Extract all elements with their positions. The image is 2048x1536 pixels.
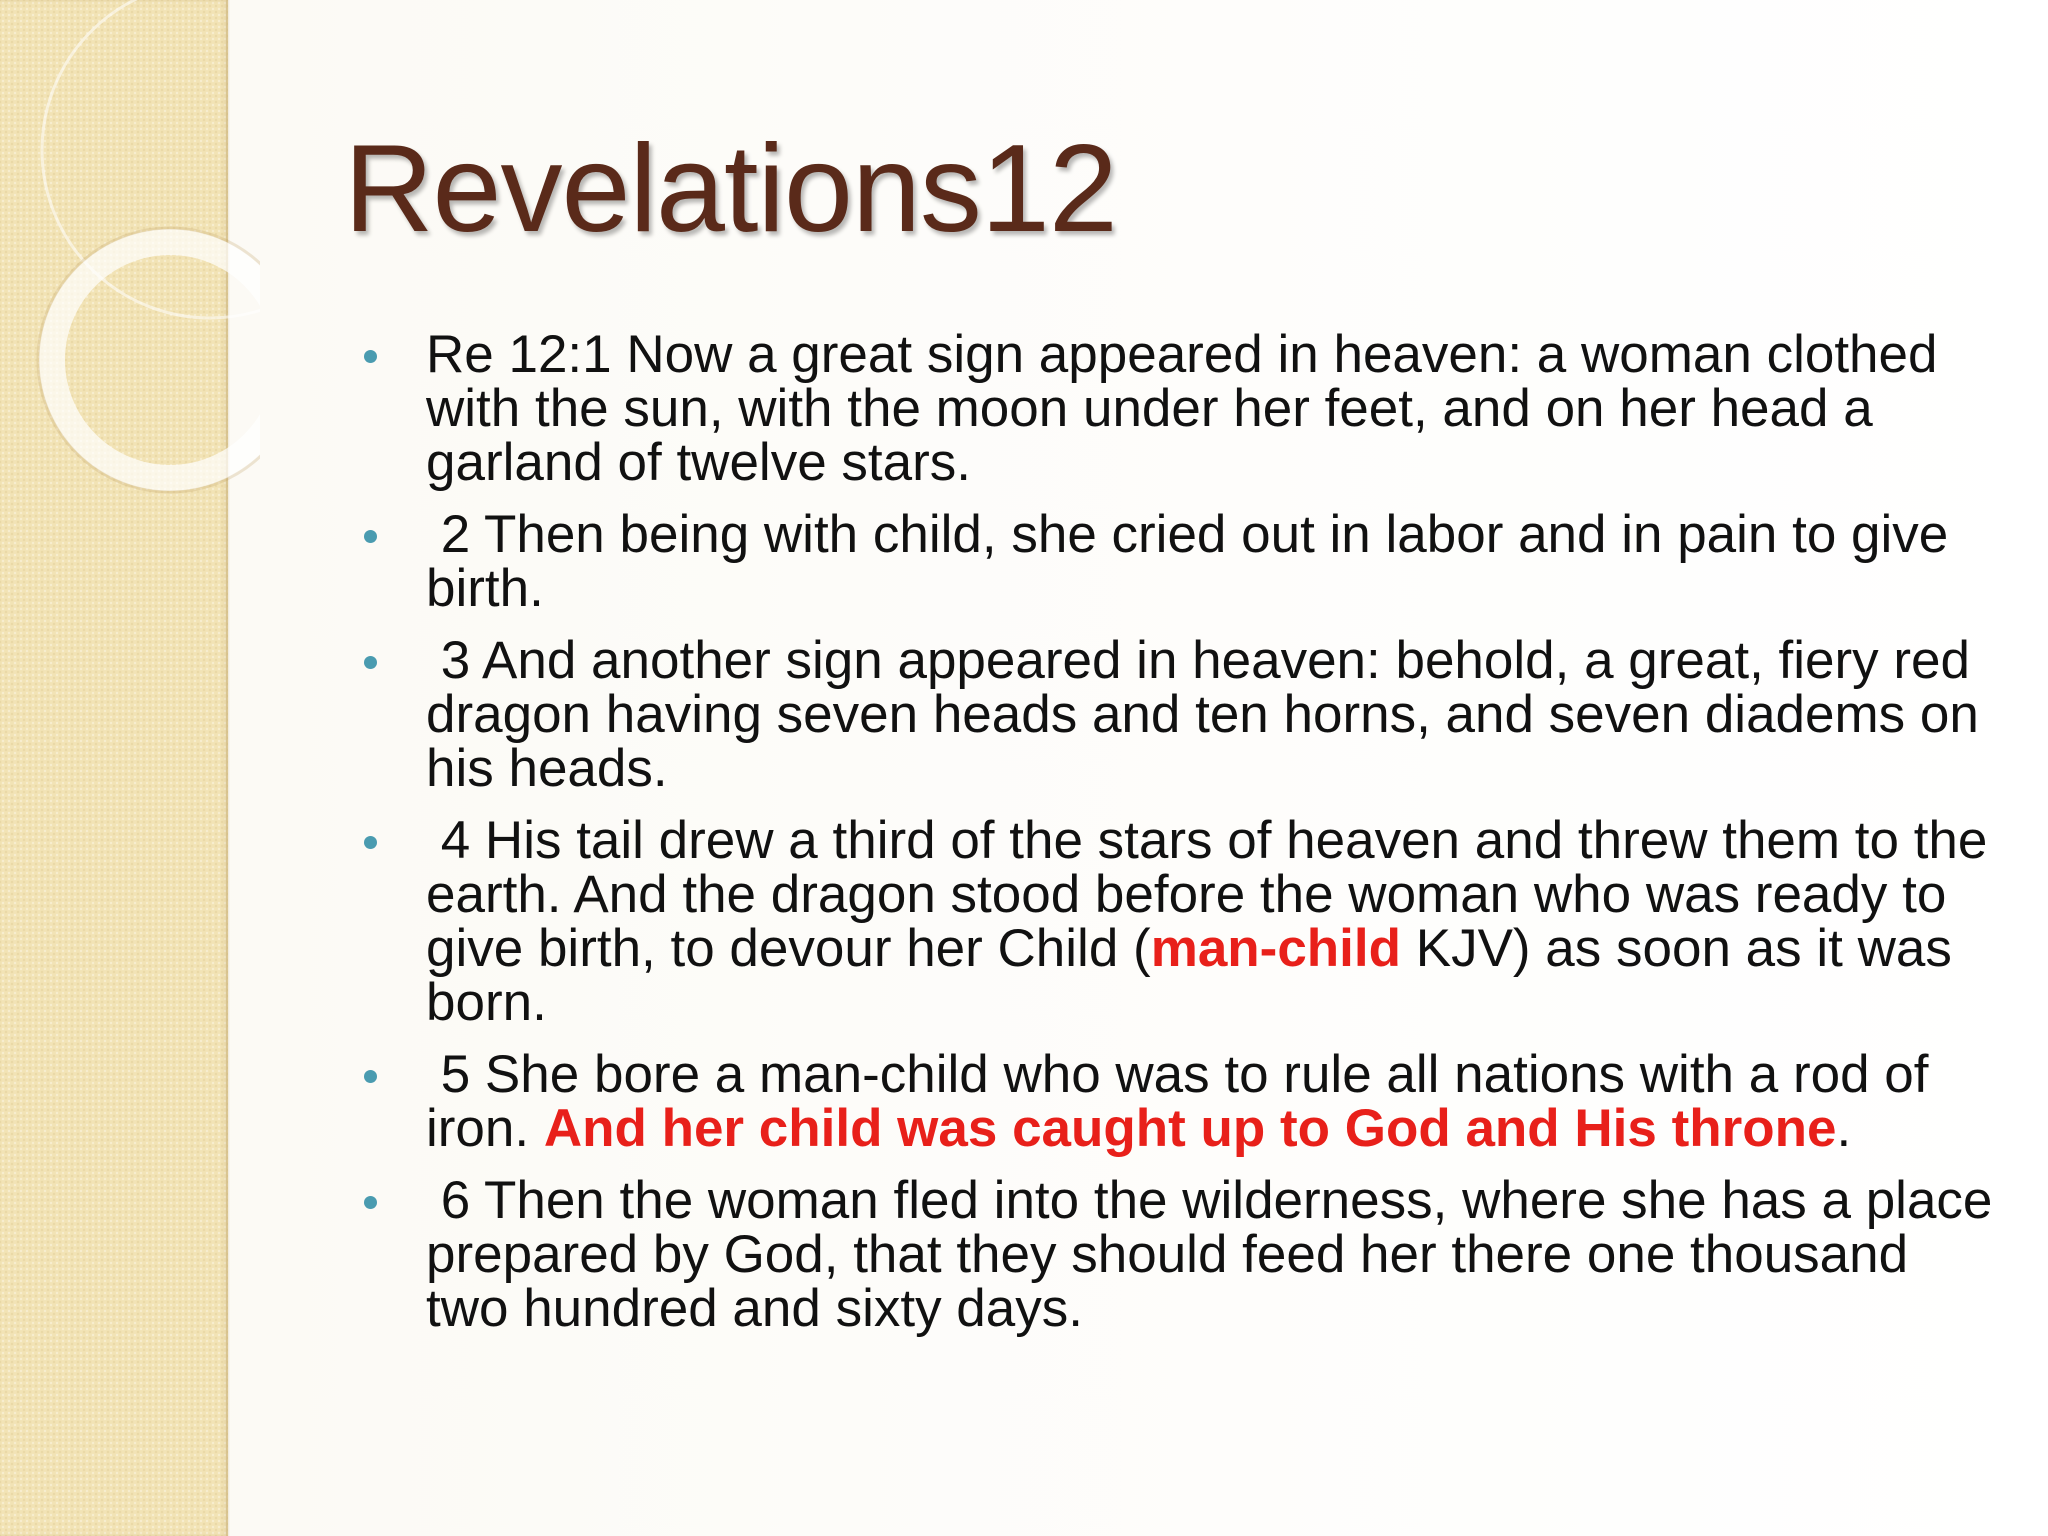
bullet-text-pre: 4 His tail drew a third of the stars of heaven and threw them to the earth. And the dragon stood before the woman who was ready to give birth, to devour her Child ( — [426, 811, 2003, 978]
bullet-item-6 — [356, 1171, 2008, 1338]
bullet-text: 6 Then the woman fled into the wilderness, where she has a place prepared by God, that they should feed her there one thousand two hundred and sixty days. — [426, 1171, 2008, 1338]
decorative-rings — [0, 0, 260, 520]
bullet-text: 2 Then being with child, she cried out in labor and in pain to give birth. — [426, 505, 1964, 618]
bullet-dot-icon — [364, 656, 377, 669]
slide-title: Revelations12 — [344, 120, 1117, 258]
bullet-item-1 — [356, 325, 1996, 492]
bullet-item-5 — [356, 1045, 1996, 1158]
bullet-highlight: man-child — [1150, 919, 1401, 978]
bullet-text-post: KJV) as soon as it was born. — [426, 919, 1967, 1032]
bullet-item-2 — [356, 505, 1996, 618]
bullet-text: Re 12:1 Now a great sign appeared in heaven: a woman clothed with the sun, with the moon under her feet, and on her head a garland of twelve stars. — [426, 325, 1938, 492]
bullet-list — [356, 325, 2008, 1354]
bullet-text-pre: 5 She bore a man-child who was to rule all nations with a rod of iron. — [426, 1045, 1944, 1158]
bullet-dot-icon — [364, 1070, 377, 1083]
bullet-dot-icon — [364, 350, 377, 363]
bullet-dot-icon — [364, 836, 377, 849]
bullet-item-4 — [356, 811, 2003, 1032]
bullet-item-3 — [356, 631, 1996, 798]
bullet-highlight: And her child was caught up to God and His throne — [543, 1099, 1837, 1158]
bullet-dot-icon — [364, 530, 377, 543]
bullet-text: 3 And another sign appeared in heaven: behold, a great, fiery red dragon having seven heads and ten horns, and seven diadems on his heads. — [426, 631, 1994, 798]
bullet-dot-icon — [364, 1196, 377, 1209]
bullet-text-post: . — [1836, 1099, 1852, 1158]
medium-ring — [52, 242, 260, 478]
